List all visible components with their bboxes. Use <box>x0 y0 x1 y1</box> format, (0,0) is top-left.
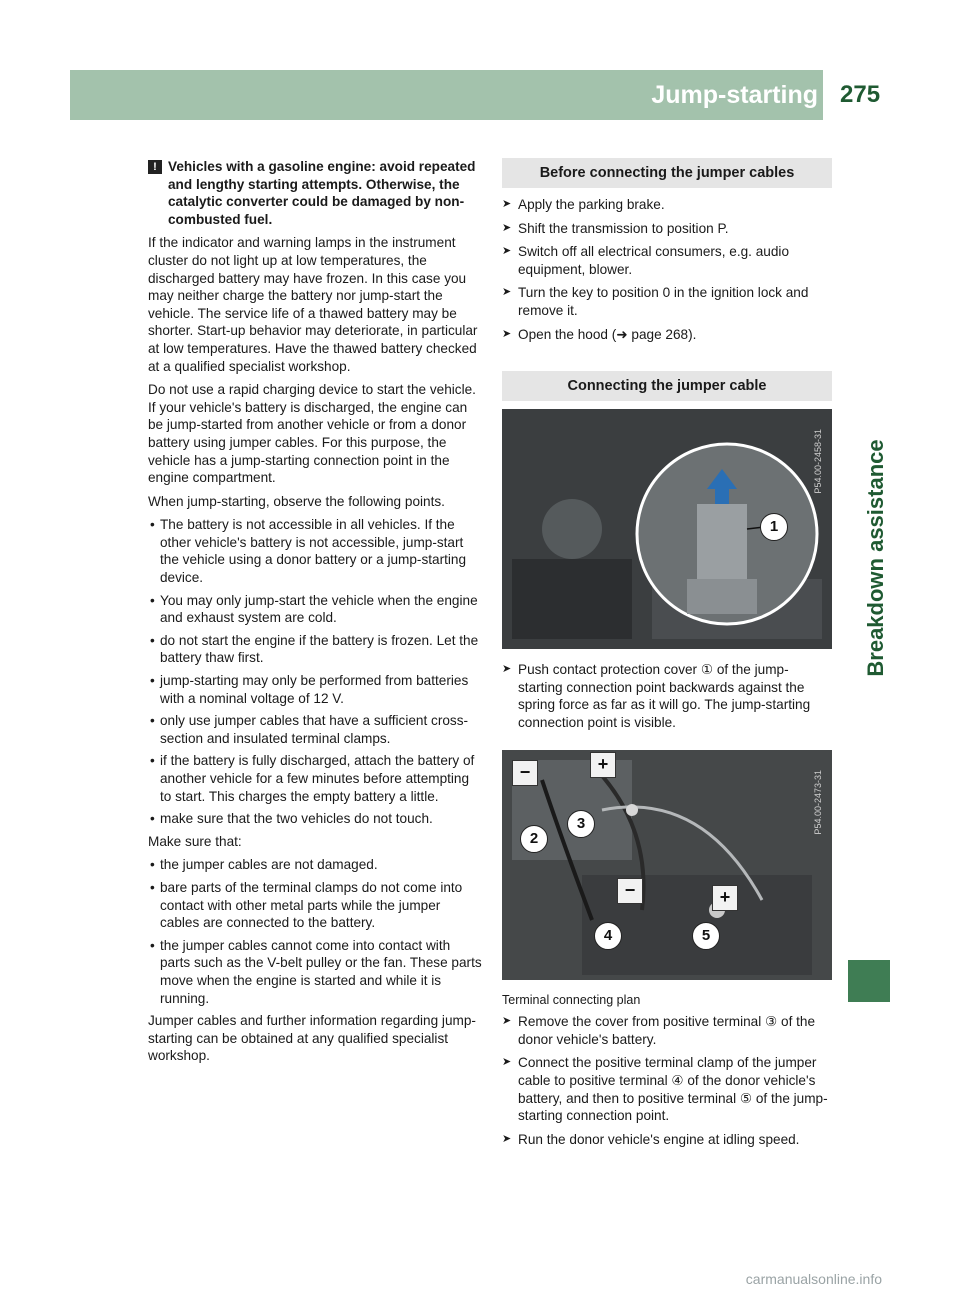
callout-2: 2 <box>520 825 548 853</box>
paragraph: When jump-starting, observe the following points. <box>148 493 445 509</box>
side-tab-marker <box>848 960 890 1002</box>
step-text: Turn the key to position 0 in the ignition lock and remove it. <box>518 285 809 318</box>
paragraph: Do not use a rapid charging device to start the vehicle. If your vehicle's battery is discharged, the engine can be jump-started from another vehicle or from a donor battery using jumper cables. For this purpose, the vehicle has a jump-starting connection point in the engine compartment. <box>148 382 476 486</box>
step-item <box>502 284 832 319</box>
bullet-item: • You may only jump-start the vehicle when the engine and exhaust system are cold. <box>148 592 483 627</box>
step-text: Shift the transmission to position P. <box>518 220 729 236</box>
arrow-icon: ➤ <box>502 1056 512 1069</box>
bullet-item: • the jumper cables are not damaged. <box>148 856 483 874</box>
arrow-icon: ➤ <box>502 286 512 299</box>
plus-terminal-label: + <box>590 752 616 778</box>
left-column <box>148 158 483 1071</box>
section-title: Jump-starting <box>651 81 818 109</box>
warning-icon: ! <box>148 160 162 174</box>
terminal-plan-drawing <box>502 750 832 980</box>
callout-5: 5 <box>692 922 720 950</box>
page-number: 275 <box>840 81 881 108</box>
engine-bay-illustration <box>502 409 832 649</box>
plus-terminal-label: + <box>712 885 738 911</box>
header-separator <box>823 70 829 120</box>
bullet-item: • make sure that the two vehicles do not touch. <box>148 810 483 828</box>
step-text: Apply the parking brake. <box>518 197 665 212</box>
step-text: Remove the cover from positive terminal ③ of the donor vehicle's battery. <box>518 1014 816 1047</box>
step-item <box>502 1013 832 1048</box>
arrow-icon: ➤ <box>502 245 512 258</box>
callout-1: 1 <box>760 513 788 541</box>
bullet-item: • The battery is not accessible in all vehicles. If the other vehicle's battery is not accessible, jump-start the vehicle using a donor battery or a jump-starting device. <box>148 516 483 586</box>
step-text: Open the hood (➜ page 268). <box>518 326 697 342</box>
figure-code: P54.00-2458-31 <box>813 429 824 494</box>
warning-text: Vehicles with a gasoline engine: avoid repeated and lengthy starting attempts. Otherwise, the catalytic converter could be damaged by non-combusted fuel. <box>168 159 476 227</box>
step-item <box>502 1131 832 1149</box>
step-item <box>502 326 832 344</box>
step-text: Push contact protection cover ① of the jump-starting connection point backwards against the spring force as far as it will go. The jump-starting connection point is visible. <box>518 662 811 730</box>
terminal-plan-illustration <box>502 750 832 980</box>
step-item <box>502 196 832 214</box>
arrow-icon: ➤ <box>502 198 512 210</box>
bullet-item: • jump-starting may only be performed from batteries with a nominal voltage of 12 V. <box>148 672 483 707</box>
bullet-item: • if the battery is fully discharged, attach the battery of another vehicle for a few minutes before attempting to start. This charges the empty battery a little. <box>148 752 483 805</box>
right-column <box>502 158 832 1154</box>
arrow-icon: ➤ <box>502 327 512 340</box>
arrow-icon: ➤ <box>502 663 512 676</box>
paragraph: If the indicator and warning lamps in the instrument cluster do not light up at low temperatures, the discharged battery may have frozen. In this case you may neither charge the battery nor jump-start the vehicle. The service life of a thawed battery may be shorter. Start-up behavior may deteriorate, in particular at low temperatures. Have the thawed battery checked at a qualified specialist workshop. <box>148 235 478 374</box>
section-heading-connecting: Connecting the jumper cable <box>502 371 832 401</box>
bullet-item: • the jumper cables cannot come into contact with parts such as the V-belt pulley or the fan. These parts move when the engine is started and while it is running. <box>148 937 483 1007</box>
bullet-item: • do not start the engine if the battery is frozen. Let the battery thaw first. <box>148 632 483 667</box>
make-sure-heading: Make sure that: <box>148 833 242 849</box>
step-item <box>502 661 832 731</box>
minus-terminal-label: − <box>512 760 538 786</box>
arrow-icon: ➤ <box>502 1015 512 1028</box>
section-heading-before-connecting: Before connecting the jumper cables <box>502 158 832 188</box>
footer-watermark[interactable]: carmanualsonline.info <box>745 1271 882 1287</box>
step-item <box>502 243 832 278</box>
callout-4: 4 <box>594 922 622 950</box>
closing-paragraph: Jumper cables and further information regarding jump-starting can be obtained at any qualified specialist workshop. <box>148 1013 476 1064</box>
warning-note <box>148 158 483 228</box>
figure-caption: Terminal connecting plan <box>502 992 641 1007</box>
arrow-icon: ➤ <box>502 221 512 234</box>
side-tab-label: Breakdown assistance <box>863 439 888 677</box>
minus-terminal-label: − <box>617 878 643 904</box>
step-item <box>502 220 832 238</box>
step-text: Run the donor vehicle's engine at idling speed. <box>518 1131 800 1147</box>
arrow-icon: ➤ <box>502 1132 512 1145</box>
step-text: Switch off all electrical consumers, e.g. audio equipment, blower. <box>518 244 789 277</box>
step-item <box>502 1054 832 1124</box>
callout-3: 3 <box>567 810 595 838</box>
step-text: Connect the positive terminal clamp of the jumper cable to positive terminal ④ of the donor vehicle's battery, and then to positive terminal ⑤ of the jump-starting connection point. <box>518 1055 828 1124</box>
figure-code: P54.00-2473-31 <box>813 769 824 835</box>
bullet-item: • bare parts of the terminal clamps do not come into contact with other metal parts while the jumper cables are connected to the battery. <box>148 879 483 932</box>
bullet-item: • only use jumper cables that have a sufficient cross-section and insulated terminal clamps. <box>148 712 483 747</box>
